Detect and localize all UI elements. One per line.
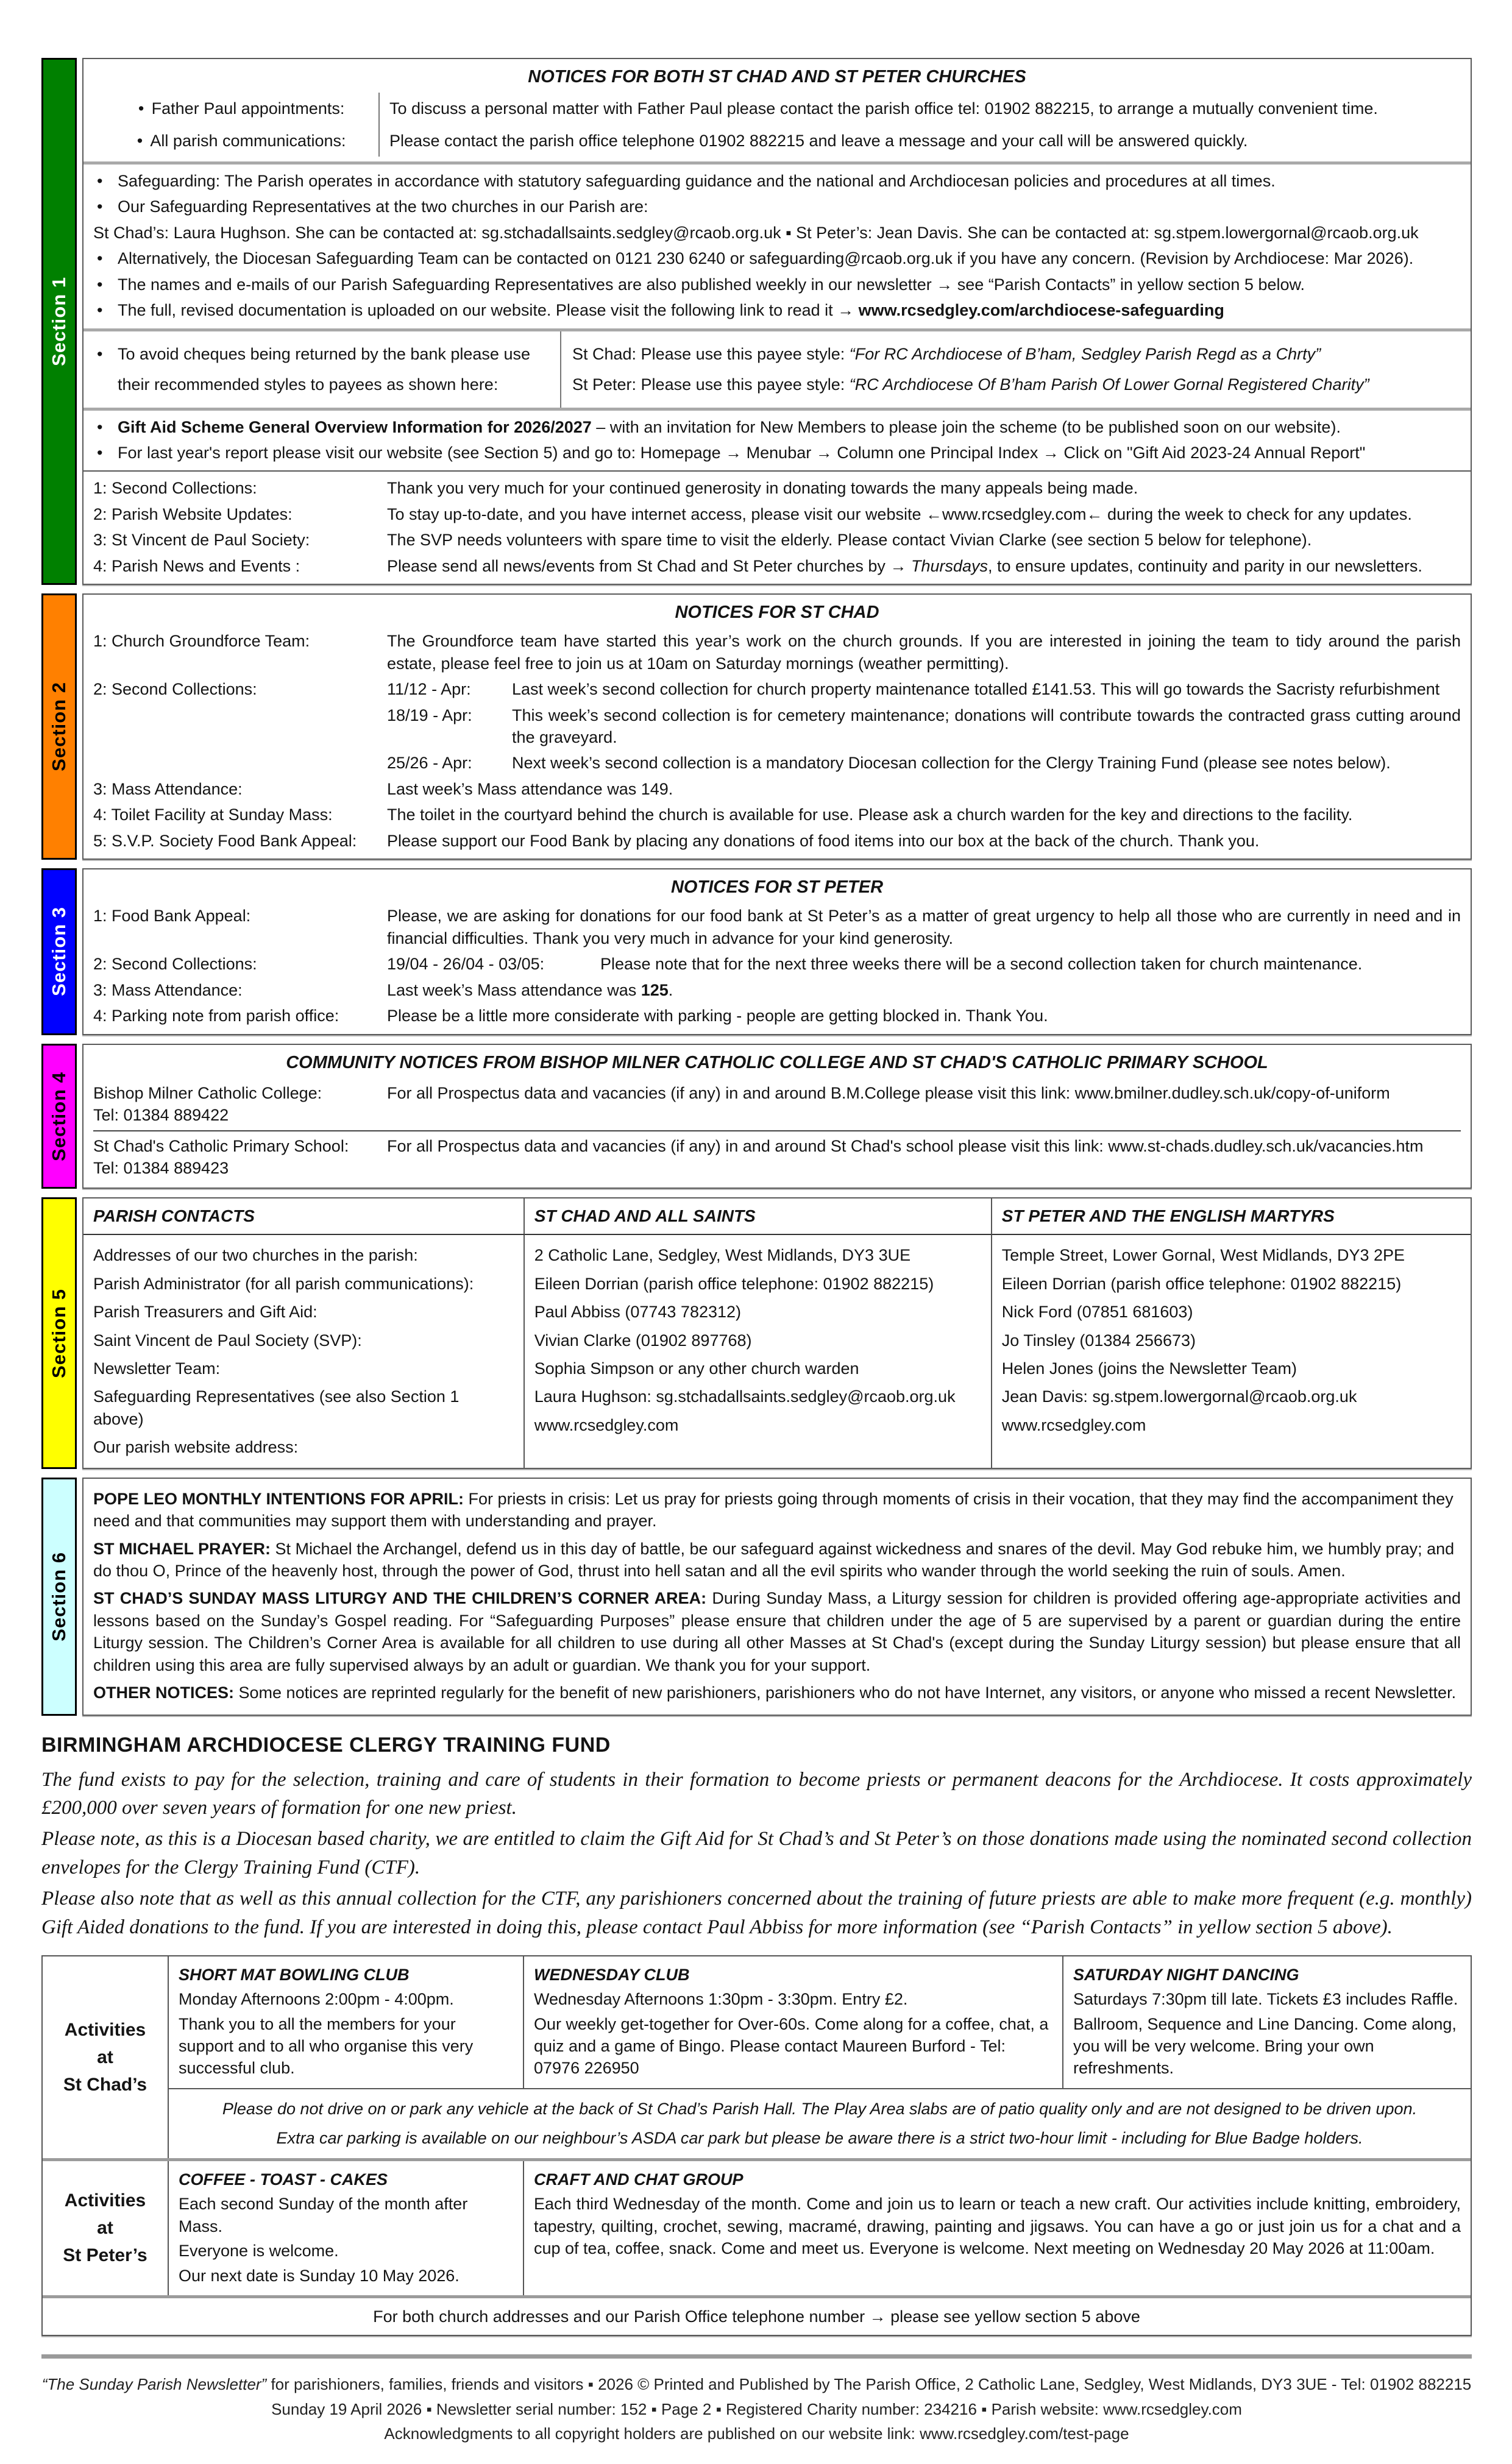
ctf-paragraph: Please also note that as well as this annual collection for the CTF, any parishioners concerned about the training of future priests are able to make more frequent (e.g. monthly) Gift Aided donations to the fund. If you are interested in doing this, please contact Paul Abbiss for more information (see “Parish Contacts” in yellow section 5 above).	[41, 1888, 1472, 1938]
contact-value: www.rcsedgley.com	[534, 1415, 679, 1434]
contact-role: Addresses of our two churches in the parish:	[93, 1246, 418, 1265]
section-2-box	[82, 593, 1472, 860]
list-item-label: 3: Mass Attendance:	[93, 779, 243, 798]
payee-style-stchad	[572, 339, 1468, 369]
gift-aid-overview-rest: – with an invitation for New Members to please join the scheme (to be published soon on our website).	[591, 417, 1341, 436]
school-text: For all Prospectus data and vacancies (if any) in and around B.M.College please visit this link: www.bmilner.dudley.sch.uk/copy-of-uniform	[387, 1083, 1390, 1102]
column-header-parish-contacts: PARISH CONTACTS	[83, 1198, 525, 1235]
column-header-st-chad: ST CHAD AND ALL SAINTS	[525, 1198, 992, 1235]
section-6-content	[83, 1479, 1471, 1715]
attendance-pre: Last week’s Mass attendance was	[387, 980, 641, 999]
paragraph-lead: OTHER NOTICES:	[93, 1683, 235, 1702]
list-item-label: 2: Parish Website Updates:	[93, 504, 293, 523]
list-item	[93, 951, 1461, 977]
ctf-paragraph: Please note, as this is a Diocesan based charity, we are entitled to claim the Gift Aid for St Chad’s and St Peter’s on those donations made using the nominated second collection envelopes for the Clergy Training Fund (CTF).	[41, 1828, 1472, 1879]
contact-role: Newsletter Team:	[93, 1359, 221, 1378]
collection-text: This week’s second collection is for cemetery maintenance; donations will contribute towards the contracted grass cutting around the graveyard.	[512, 706, 1461, 747]
club-line: Wednesday Afternoons 1:30pm - 3:30pm. Entry £2.	[534, 1990, 908, 2009]
section-4-content	[83, 1045, 1471, 1188]
label-line: St Chad’s	[63, 2074, 147, 2095]
ctf-paragraph: The fund exists to pay for the selection, training and care of students in their formation to become priests or permanent deacons for the Archdiocese. It costs approximately £200,000 over seven years of formation for one new priest.	[41, 1768, 1472, 1819]
appointment-label: • Father Paul appointments:	[93, 93, 380, 124]
collection-date: 18/19 - Apr:	[387, 706, 472, 724]
list-item-text: Please be a little more considerate with parking - people are getting blocked in. Thank You.	[387, 1007, 1048, 1025]
section-2-content	[83, 595, 1471, 859]
school-tel: Tel: 01384 889423	[93, 1159, 229, 1177]
contact-role: Parish Treasurers and Gift Aid:	[93, 1303, 318, 1322]
club-line: Each second Sunday of the month after Mass.	[179, 2195, 468, 2236]
section-4-title: COMMUNITY NOTICES FROM BISHOP MILNER CATHOLIC COLLEGE AND ST CHAD'S CATHOLIC PRIMARY SCHOOL	[286, 1052, 1268, 1072]
collection-text: Next week’s second collection is a mandatory Diocesan collection for the Clergy Training Fund (please see notes below).	[512, 754, 1391, 773]
list-item-label: 3: St Vincent de Paul Society:	[93, 531, 310, 550]
second-collection-row	[93, 676, 1461, 702]
payee-pre: St Chad: Please use this payee style:	[572, 344, 850, 363]
club-title: SATURDAY NIGHT DANCING	[1073, 1965, 1299, 1984]
club-line: Saturdays 7:30pm till late. Tickets £3 includes Raffle.	[1073, 1990, 1458, 2009]
news-post: , to ensure updates, continuity and parity in our newsletters.	[988, 556, 1422, 575]
list-item	[93, 977, 1461, 1003]
section-5-tab	[41, 1197, 77, 1468]
pope-intentions-paragraph	[93, 1488, 1461, 1532]
list-item-text: The Groundforce team have started this year’s work on the church grounds. If you are interested in joining the team to tidy around the parish estate, please feel free to join us at 10am on Saturday mornings (weather permitting).	[387, 632, 1461, 673]
safeguarding-statement: • Safeguarding: The Parish operates in accordance with statutory safeguarding guidance and the national and Archdiocesan policies and procedures at all times.	[93, 168, 1461, 194]
payee-quote: “For RC Archdiocese of B’ham, Sedgley Parish Regd as a Chrty”	[849, 344, 1321, 363]
cheque-note-line1: • To avoid cheques being returned by the bank please use	[93, 339, 554, 369]
section-6-tab	[41, 1478, 77, 1716]
gift-aid-overview-bold: Gift Aid Scheme General Overview Information for 2026/2027	[118, 417, 592, 436]
section-6	[41, 1478, 1472, 1716]
list-item-text: The SVP needs volunteers with spare time to visit the elderly. Please contact Vivian Clarke (see section 5 below for telephone).	[387, 531, 1312, 550]
footer-line-3: Acknowledgments to all copyright holders are published on our website link: www.rcsedgley.com/test-page	[384, 2424, 1129, 2443]
list-item	[93, 903, 1461, 951]
payee-pre: St Peter: Please use this payee style:	[572, 375, 850, 394]
collection-text: Last week’s second collection for church property maintenance totalled £141.53. This will go towards the Sacristy refurbishment	[512, 680, 1440, 699]
attendance-post: .	[668, 980, 673, 999]
appointment-text: Please contact the parish office telephone 01902 882215 and leave a message and your call will be answered quickly.	[389, 131, 1248, 150]
safeguarding-team-contact: • Alternatively, the Diocesan Safeguarding Team can be contacted on 0121 230 6240 or safeguarding@rcaob.org.uk if you have any concern. (Revision by Archdiocese: Mar 2026).	[93, 246, 1461, 271]
label-line: Activities	[64, 2190, 146, 2211]
section-6-box	[82, 1478, 1472, 1716]
label-line: at	[97, 2218, 113, 2239]
list-item-label: 1: Church Groundforce Team:	[93, 632, 310, 651]
parking-notes	[169, 2088, 1471, 2158]
page-footer	[41, 2372, 1472, 2446]
section-1-list-block	[83, 470, 1471, 584]
list-item-label: 2: Second Collections:	[93, 955, 257, 974]
section-1-tab	[41, 58, 77, 585]
saturday-night-dancing	[1063, 1956, 1471, 2088]
footer-rule	[41, 2354, 1472, 2359]
school-label	[93, 1135, 387, 1180]
st-chad-contacts-column	[525, 1235, 992, 1468]
paragraph-lead: POPE LEO MONTHLY INTENTIONS FOR APRIL:	[93, 1489, 464, 1508]
activities-st-peters-label	[43, 2161, 169, 2295]
paragraph-text: St Michael the Archangel, defend us in this day of battle, be our safeguard against wickedness and snares of the devil. May God rebuke him, we humbly pray; and do thou O, Prince of the heavenly host, through the power of God, thrust into hell satan and all the evil spirits who wander through the world seeking the ruin of souls. Amen.	[93, 1539, 1455, 1581]
collection-text: Please note that for the next three weeks there will be a second collection taken for church maintenance.	[600, 955, 1363, 974]
activities-bottom-note: For both church addresses and our Parish Office telephone number → please see yellow section 5 above	[373, 2307, 1140, 2326]
section-1	[41, 58, 1472, 585]
gift-aid-report-path: • For last year's report please visit our website (see Section 5) and go to: Homepage → Menubar → Column one Principal Index → Click on "Gift Aid 2023-24 Annual Report"	[93, 440, 1461, 466]
contact-role: Our parish website address:	[93, 1438, 299, 1457]
collection-date: 11/12 - Apr:	[387, 680, 471, 699]
section-4	[41, 1044, 1472, 1189]
school-text: For all Prospectus data and vacancies (if any) in and around St Chad's school please visit this link: www.st-chads.dudley.sch.uk/vacancies.htm	[387, 1136, 1424, 1155]
contact-role: Safeguarding Representatives (see also Section 1 above)	[93, 1387, 460, 1428]
section-1-title: NOTICES FOR BOTH ST CHAD AND ST PETER CHURCHES	[528, 67, 1026, 87]
appointment-text: To discuss a personal matter with Father Paul please contact the parish office tel: 01902 882215, to arrange a mutually convenient time.	[389, 99, 1378, 118]
section-3-box	[82, 868, 1472, 1035]
activities-table	[41, 1955, 1472, 2337]
paragraph-text: For priests in crisis: Let us pray for priests going through moments of crisis in their vocation, that they may find the accompaniment they need and that communities may support them with understanding and prayer.	[93, 1489, 1453, 1531]
newsletter-name: “The Sunday Parish Newsletter”	[41, 2375, 267, 2394]
club-title: WEDNESDAY CLUB	[534, 1965, 690, 1984]
club-line: Thank you to all the members for your support and to all who organise this very successful club.	[179, 2014, 474, 2078]
list-item	[93, 828, 1461, 854]
list-item	[93, 1003, 1461, 1028]
list-item-text: The toilet in the courtyard behind the church is available for use. Please ask a church warden for the key and directions to the facility.	[387, 805, 1353, 824]
safeguarding-block	[83, 161, 1471, 328]
list-item-text	[387, 953, 1461, 975]
contact-value: Vivian Clarke (01902 897768)	[534, 1331, 752, 1350]
list-item-label: 1: Second Collections:	[93, 479, 257, 498]
section-1-box	[82, 58, 1472, 585]
payee-styles	[561, 331, 1471, 408]
news-italic: Thursdays	[910, 556, 988, 575]
school-row	[93, 1078, 1461, 1130]
club-title: SHORT MAT BOWLING CLUB	[179, 1965, 410, 1984]
collection-date: 25/26 - Apr:	[387, 754, 472, 773]
school-name: Bishop Milner Catholic College:	[93, 1083, 322, 1102]
footer-line-1	[41, 2372, 1472, 2396]
attendance-count: 125	[641, 980, 669, 999]
section-4-tab	[41, 1044, 77, 1189]
club-line: Our weekly get-together for Over-60s. Come along for a coffee, chat, a quiz and a game of Bingo. Please contact Maureen Burford - Tel: 07976 226950	[534, 2014, 1049, 2078]
list-item	[93, 527, 1461, 553]
section-5	[41, 1197, 1472, 1468]
section-3-tab-label: Section 3	[48, 907, 70, 997]
st-peter-contacts-column	[992, 1235, 1471, 1468]
list-item-label: 4: Toilet Facility at Sunday Mass:	[93, 805, 333, 824]
contact-value: Nick Ford (07851 681603)	[1001, 1303, 1193, 1322]
section-3-tab	[41, 868, 77, 1035]
section-5-box	[82, 1197, 1472, 1468]
section-4-box	[82, 1044, 1472, 1189]
contact-value: Eileen Dorrian (parish office telephone: 01902 882215)	[534, 1274, 934, 1293]
section-3	[41, 868, 1472, 1035]
footer-line-1-rest: for parishioners, families, friends and visitors ▪ 2026 © Printed and Published by The Parish Office, 2 Catholic Lane, Sedgley, West Midlands, DY3 3UE - Tel: 01902 882215	[266, 2375, 1472, 2394]
section-3-content	[83, 869, 1471, 1033]
childrens-corner-paragraph	[93, 1587, 1461, 1676]
club-title: CRAFT AND CHAT GROUP	[534, 2170, 744, 2189]
section-1-header-block	[83, 59, 1471, 161]
list-item-label: 2: Second Collections:	[93, 680, 257, 699]
section-3-title: NOTICES FOR ST PETER	[670, 877, 884, 897]
parking-note: Extra car parking is available on our neighbour’s ASDA car park but please be aware there is a strict two-hour limit - including for Blue Badge holders.	[276, 2129, 1363, 2148]
contact-value: Helen Jones (joins the Newsletter Team)	[1001, 1359, 1297, 1378]
section-5-tab-label: Section 5	[48, 1288, 70, 1378]
club-line: Monday Afternoons 2:00pm - 4:00pm.	[179, 1990, 454, 2009]
payee-quote: “RC Archdiocese Of B’ham Parish Of Lower Gornal Registered Charity”	[849, 375, 1369, 394]
contact-value: Eileen Dorrian (parish office telephone: 01902 882215)	[1001, 1274, 1402, 1293]
list-item-label	[93, 752, 387, 774]
paragraph-lead: ST MICHAEL PRAYER:	[93, 1539, 271, 1558]
school-label	[93, 1082, 387, 1127]
paragraph-text: Some notices are reprinted regularly for the benefit of new parishioners, parishioners who do not have Internet, any visitors, or anyone who missed a recent Newsletter.	[234, 1683, 1457, 1702]
list-item-label	[93, 704, 387, 749]
list-item	[93, 776, 1461, 802]
list-item-text: Please, we are asking for donations for our food bank at St Peter’s as a matter of great urgency to help all those who are currently in need and in financial difficulties. Thank you very much in advance for your kind generosity.	[387, 907, 1461, 947]
second-collection-row	[93, 750, 1461, 776]
list-item-text: Please support our Food Bank by placing any donations of food items into our box at the back of the church. Thank you.	[387, 831, 1260, 850]
cheque-note	[83, 331, 561, 408]
list-item-label: 4: Parking note from parish office:	[93, 1007, 339, 1025]
contact-value: Jean Davis: sg.stpem.lowergornal@rcaob.org.uk	[1001, 1387, 1357, 1406]
club-line: Ballroom, Sequence and Line Dancing. Come along, you will be very welcome. Bring your own refreshments.	[1073, 2014, 1457, 2078]
activities-st-chads-label	[43, 1956, 169, 2158]
contact-value: 2 Catholic Lane, Sedgley, West Midlands, DY3 3UE	[534, 1246, 911, 1265]
appointments-table	[93, 93, 1461, 157]
collection-dates: 19/04 - 26/04 - 03/05:	[387, 955, 545, 974]
column-header-st-peter: ST PETER AND THE ENGLISH MARTYRS	[992, 1198, 1471, 1235]
list-item	[93, 802, 1461, 827]
section-2-tab	[41, 593, 77, 860]
label-line: Activities	[64, 2019, 146, 2040]
safeguarding-newsletter-note: • The names and e-mails of our Parish Safeguarding Representatives are also published weekly in our newsletter → see “Parish Contacts” in yellow section 5 below.	[93, 272, 1461, 297]
list-item-text: Thank you very much for your continued generosity in donating towards the many appeals being made.	[387, 479, 1138, 498]
contact-value: www.rcsedgley.com	[1001, 1415, 1146, 1434]
list-item-text	[387, 555, 1461, 577]
other-notices-paragraph	[93, 1682, 1461, 1704]
parking-note: Please do not drive on or park any vehicle at the back of St Chad’s Parish Hall. The Play Area slabs are of patio quality only and are not designed to be driven upon.	[222, 2099, 1418, 2118]
label-line: St Peter’s	[63, 2245, 147, 2266]
list-item	[93, 628, 1461, 676]
contacts-roles-column	[83, 1235, 525, 1468]
safeguarding-doc-text: The full, revised documentation is uploaded on our website. Please visit the following link to read it →	[118, 301, 859, 320]
section-2-title: NOTICES FOR ST CHAD	[675, 603, 879, 623]
list-item-label: 5: S.V.P. Society Food Bank Appeal:	[93, 831, 357, 850]
club-text: Each third Wednesday of the month. Come and join us to learn or teach a new craft. Our activities include knitting, embroidery, tapestry, quilting, crochet, sewing, macramé, drawing, painting and jigsaws. You can have a go or just join us for a chat and a cup of tea, coffee, snack. Come and meet us. Everyone is welcome. Next meeting on Wednesday 20 May 2026 at 11:00am.	[534, 2195, 1461, 2258]
second-collection-row	[93, 703, 1461, 751]
footer-line-2: Sunday 19 April 2026 ▪ Newsletter serial number: 152 ▪ Page 2 ▪ Registered Charity number: 234216 ▪ Parish website: www.rcsedgley.com	[271, 2399, 1242, 2418]
list-item	[93, 553, 1461, 579]
list-item-text	[387, 979, 1461, 1001]
list-item-text: Last week’s Mass attendance was 149.	[387, 779, 673, 798]
safeguarding-link: www.rcsedgley.com/archdiocese-safeguarding	[858, 301, 1224, 320]
safeguarding-reps-intro: • Our Safeguarding Representatives at the two churches in our Parish are:	[93, 194, 1461, 219]
safeguarding-reps: St Chad’s: Laura Hughson. She can be contacted at: sg.stchadallsaints.sedgley@rcaob.org.uk ▪ St Peter’s: Jean Davis. She can be contacted at: sg.stpem.lowergornal@rcaob.org.uk	[93, 223, 1419, 242]
section-6-tab-label: Section 6	[48, 1551, 70, 1641]
st-michael-prayer-paragraph	[93, 1538, 1461, 1582]
contact-value: Paul Abbiss (07743 782312)	[534, 1303, 742, 1322]
school-tel: Tel: 01384 889422	[93, 1106, 229, 1125]
section-4-tab-label: Section 4	[48, 1071, 70, 1161]
club-line: Our next date is Sunday 10 May 2026.	[179, 2266, 460, 2285]
contact-value: Sophia Simpson or any other church warden	[534, 1359, 859, 1378]
paragraph-text: During Sunday Mass, a Liturgy session for children is provided offering age-appropriate activities and lessons based on the Sunday’s Gospel reading. For “Safeguarding Purposes” please ensure that children under the age of 5 are supervised by a parent or guardian during the entire Liturgy session. The Children’s Corner Area is available for all children to use during all other Masses at St Chad's (except during the Sunday Liturgy session) but please ensure that all children using this area are fully supervised always by an adult or guardian. We thank you for your support.	[93, 1589, 1461, 1674]
gift-aid-overview	[93, 414, 1461, 440]
list-item	[93, 501, 1461, 527]
short-mat-bowling-club	[169, 1956, 524, 2088]
coffee-toast-cakes	[169, 2161, 524, 2295]
contact-role: Saint Vincent de Paul Society (SVP):	[93, 1331, 362, 1350]
club-line: Everyone is welcome.	[179, 2242, 339, 2260]
parish-contacts-table	[83, 1198, 1471, 1467]
section-2-tab-label: Section 2	[48, 682, 70, 772]
cheque-note-line2: their recommended styles to payees as shown here:	[118, 375, 499, 394]
school-name: St Chad's Catholic Primary School:	[93, 1136, 349, 1155]
news-pre: Please send all news/events from St Chad and St Peter churches by →	[387, 556, 911, 575]
contact-value: Temple Street, Lower Gornal, West Midlands, DY3 2PE	[1001, 1246, 1405, 1265]
club-title: COFFEE - TOAST - CAKES	[179, 2170, 388, 2189]
safeguarding-doc-link-line	[93, 297, 1461, 323]
appointment-label: • All parish communications:	[93, 125, 380, 157]
paragraph-lead: ST CHAD’S SUNDAY MASS LITURGY AND THE CHILDREN’S CORNER AREA:	[93, 1589, 707, 1608]
gift-aid-block	[83, 408, 1471, 471]
section-2	[41, 593, 1472, 860]
contact-value: Laura Hughson: sg.stchadallsaints.sedgley@rcaob.org.uk	[534, 1387, 956, 1406]
contact-role: Parish Administrator (for all parish communications):	[93, 1274, 474, 1293]
label-line: at	[97, 2047, 113, 2067]
cheque-payee-table	[83, 328, 1471, 408]
contact-value: Jo Tinsley (01384 256673)	[1001, 1331, 1196, 1350]
section-1-tab-label: Section 1	[48, 277, 70, 366]
list-item-label: 3: Mass Attendance:	[93, 980, 243, 999]
list-item-label: 1: Food Bank Appeal:	[93, 907, 251, 926]
craft-and-chat-group	[524, 2161, 1471, 2295]
list-item-text: To stay up-to-date, and you have internet access, please visit our website ←www.rcsedgley.com← during the week to check for any updates.	[387, 504, 1412, 523]
list-item	[93, 475, 1461, 501]
wednesday-club	[524, 1956, 1063, 2088]
ctf-title: BIRMINGHAM ARCHDIOCESE CLERGY TRAINING FUND	[41, 1733, 611, 1757]
list-item-label: 4: Parish News and Events :	[93, 556, 300, 575]
clergy-training-fund	[41, 1732, 1472, 1942]
school-row	[93, 1130, 1461, 1183]
payee-style-stpeter	[572, 369, 1468, 400]
